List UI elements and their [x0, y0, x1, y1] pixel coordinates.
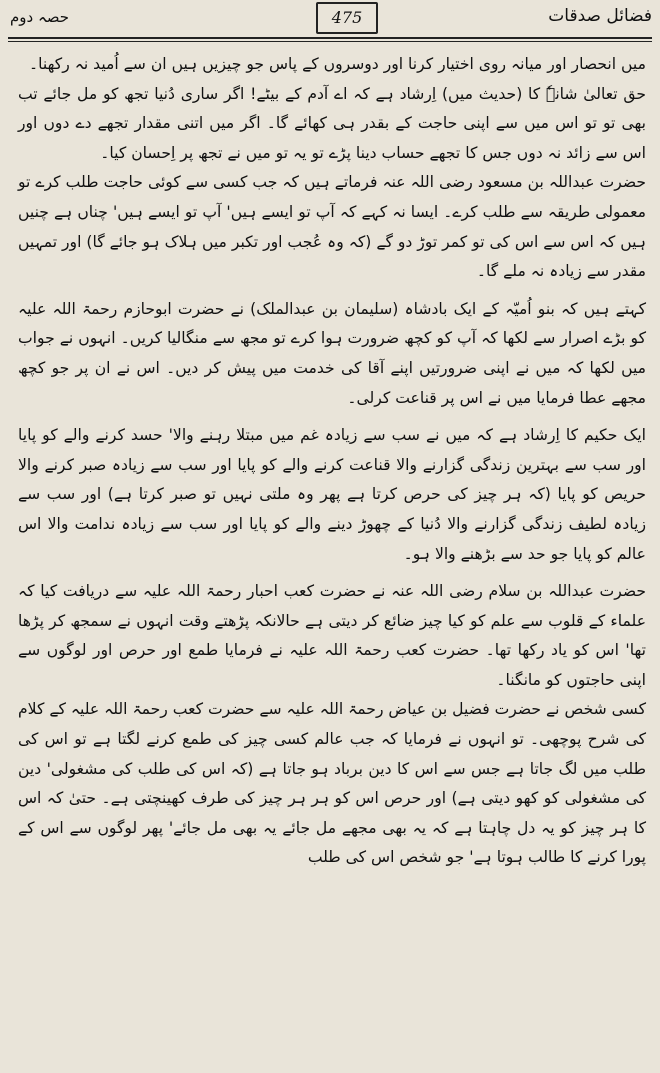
header-rule — [8, 37, 652, 39]
page-body — [18, 50, 646, 873]
paragraph-4: کہتے ہیں کہ بنو اُمیّہ کے ایک بادشاہ (سلیمان بن عبدالملک) نے حضرت ابوحازم رحمۃ اللہ علیہ کو بڑے اصرار سے لکھا کہ آپ کو کچھ ضرورت ہوا کرے تو مجھ سے منگالیا کریں۔ انہوں نے جواب میں لکھا کہ میں نے اپنی ضرورتیں اپنے آقا کی خدمت میں پیش کر دیں۔ اس نے ان پر جو کچھ مجھے عطا فرمایا میں نے اس پر قناعت کرلی۔ — [18, 299, 646, 407]
book-title: فضائل صدقات — [548, 6, 652, 26]
paragraph-5: ایک حکیم کا اِرشاد ہے کہ میں نے سب سے زیادہ غم میں مبتلا رہنے والا' حسد کرنے والے کو پایا اور سب سے بہترین زندگی گزارنے والا قناعت کرنے والے کو پایا اور سب سے زیادہ صبر کرنے والا حریص کو پایا (کہ ہر چیز کی حرص کرتا ہے پھر وہ ملتی نہیں تو صبر کرتا ہے) اور سب سے زیادہ لطیف زندگی گزارنے والا دُنیا کے چھوڑ دینے والے کو پایا اور سب سے زیادہ ندامت والا اس عالم کو پایا جو حد سے بڑھنے والا ہو۔ — [18, 426, 646, 563]
paragraph-3: حضرت عبداللہ بن مسعود رضی اللہ عنہ فرماتے ہیں کہ جب کسی سے کوئی حاجت طلب کرے تو معمولی طریقہ سے طلب کرے۔ ایسا نہ کہے کہ آپ تو ایسے ہیں' آپ تو ایسے ہیں' چناں ہے چنیں ہیں کہ اس سے اس کی تو کمر توڑ دو گے (کہ وہ عُجب اور تکبر میں ہلاک ہو جائے گا) اور تمہیں مقدر سے زیادہ نہ ملے گا۔ — [18, 173, 646, 281]
paragraph-2: حق تعالیٰ شانہٗ کا (حدیث میں) اِرشاد ہے کہ اے آدم کے بیٹے! اگر ساری دُنیا تجھ کو مل جائے تب بھی تو تو اس میں سے اپنی حاجت کے بقدر ہی کھائے گا۔ اگر میں اتنی مقدار تجھے دے دوں اور اس سے زائد نہ دوں جس کا تجھے حساب دینا پڑے تو یہ تو میں نے تجھ پر اِحسان کیا۔ — [18, 84, 646, 162]
part-label: حصہ دوم — [10, 8, 70, 26]
paragraph-1: میں انحصار اور میانہ روی اختیار کرنا اور دوسروں کے پاس جو چیزیں ہیں ان سے اُمید نہ رکھنا۔ — [29, 55, 646, 73]
paragraph-6: حضرت عبداللہ بن سلام رضی اللہ عنہ نے حضرت کعب احبار رحمۃ اللہ علیہ سے دریافت کیا کہ علماء کے قلوب سے علم کو کیا چیز ضائع کر دیتی ہے حالانکہ پڑھتے وقت انہوں نے سمجھ کر پڑھا تھا' اس کو یاد رکھا تھا۔ حضرت کعب رحمۃ اللہ علیہ نے فرمایا طمع اور حرص اور لوگوں سے اپنی حاجتوں کو مانگنا۔ — [18, 582, 646, 689]
page-number: 475 — [316, 2, 378, 34]
page-header — [0, 0, 660, 46]
header-rule-thin — [8, 41, 652, 42]
paragraph-7: کسی شخص نے حضرت فضیل بن عیاض رحمۃ اللہ علیہ سے حضرت کعب رحمۃ اللہ علیہ کے کلام کی شرح پوچھی۔ تو انہوں نے فرمایا کہ جب عالم کسی چیز کی طمع کرنے لگتا ہے تو اس کی طلب میں لگ جاتا ہے جس سے اس کا دین برباد ہو جاتا ہے (کہ اس کی طلب کی مشغولی' دین کی مشغولی کو کھو دیتی ہے) اور حرص اس کو ہر ہر چیز کی طرف کھینچتی ہے۔ حتیٰ کہ اس کا ہر چیز کو یہ دل چاہتا ہے کہ یہ بھی مجھے مل جائے یہ بھی مل جائے' پھر لوگوں سے اس کے پورا کرنے کا طالب ہوتا ہے' جو شخص اس کی طلب — [18, 700, 646, 867]
